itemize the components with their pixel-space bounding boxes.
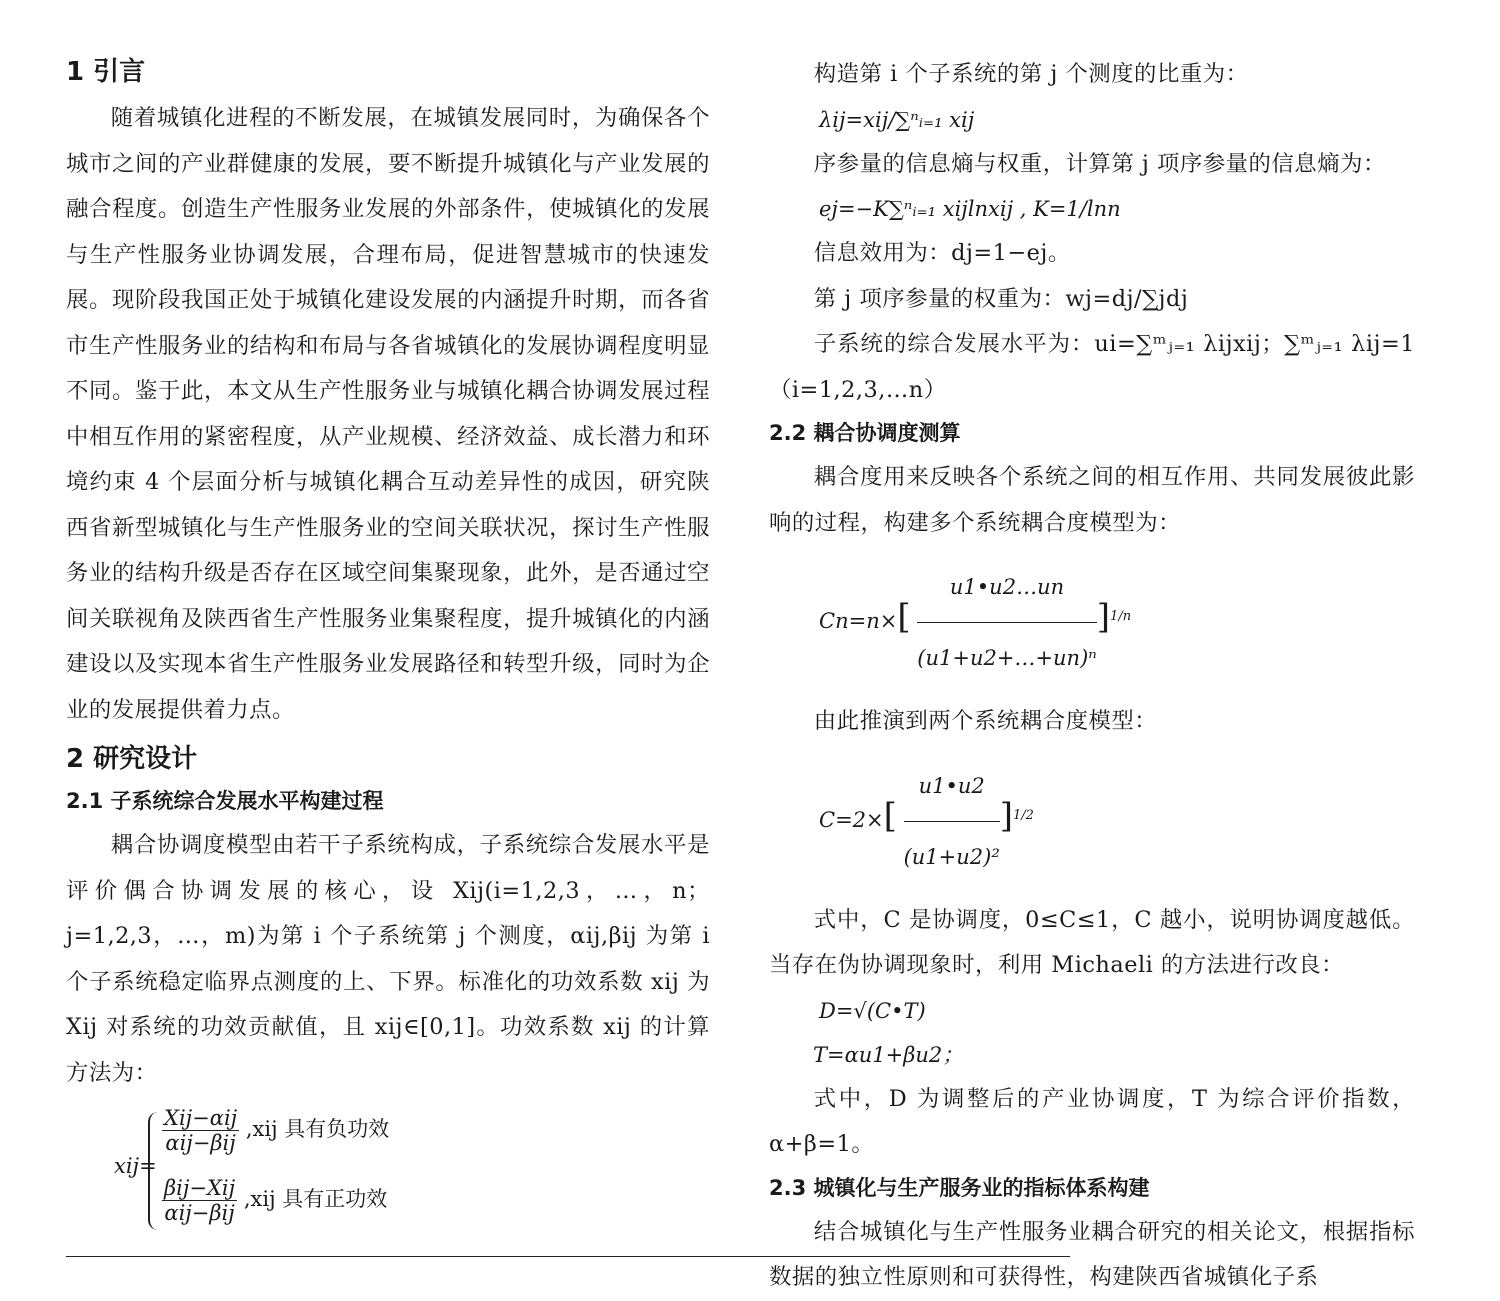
piecewise-condition: ,xij 具有正功效 [243,1187,388,1211]
piecewise-condition: ,xij 具有负功效 [245,1117,390,1141]
section-2-2-paragraph: 耦合度用来反映各个系统之间的相互作用、共同发展彼此影响的过程，构建多个系统耦合度模型为： [769,464,1415,536]
fraction-denominator: αij−βij [164,1201,235,1225]
proportion-formula: λij=xij/∑ⁿᵢ₌₁ xij [819,107,975,132]
piecewise-row-negative [162,1106,389,1155]
piecewise-formula [66,1102,710,1242]
section-2-1-title: 2.1 子系统综合发展水平构建过程 [66,789,384,813]
fraction-denominator: (u1+u2+…+un)ⁿ [917,646,1097,670]
right-column [769,52,1415,1301]
section-1-title: 1 引言 [66,57,146,87]
section-2-3-paragraph: 结合城镇化与生产性服务业耦合研究的相关论文，根据指标数据的独立性原则和可获得性，构建陕西省城镇化子系 [769,1218,1415,1290]
fraction-denominator: αij−βij [165,1131,236,1155]
fraction-numerator: u1•u2…un [917,552,1097,623]
definition-paragraph: 式中，D 为调整后的产业协调度，T 为综合评价指数，α+β=1。 [769,1085,1415,1157]
weight-intro: 构造第 i 个子系统的第 j 个测度的比重为： [813,61,1249,87]
section-1-paragraph: 随着城镇化进程的不断发展，在城镇发展同时，为确保各个城市之间的产业群健康的发展，要不断提升城镇化与产业发展的融合程度。创造生产性服务业发展的外部条件，使城镇化的发展与生产性服务业协调发展，合理布局，促进智慧城市的快速发展。现阶段我国正处于城镇化建设发展的内涵提升时期，而各省市生产性服务业的结构和布局与各省城镇化的发展协调程度明显不同。鉴于此，本文从生产性服务业与城镇化耦合协调发展过程中相互作用的紧密程度，从产业规模、经济效益、成长潜力和环境约束 4 个层面分析与城镇化耦合互动差异性的成因，研究陕西省新型城镇化与生产性服务业的空间关联状况，探讨生产性服务业的结构升级是否存在区域空间集聚现象，此外，是否通过空间关联视角及陕西省生产性服务业集聚程度，提升城镇化的内涵建设以及实现本省生产性服务业发展路径和转型升级，同时为企业的发展提供着力点。 [66,105,710,723]
fraction [904,751,1000,892]
brace-icon [148,1112,158,1230]
two-system-intro: 由此推演到两个系统耦合度模型： [813,708,1158,734]
footnote-divider [66,1256,1070,1257]
section-2-3-title: 2.3 城镇化与生产服务业的指标体系构建 [769,1175,1150,1200]
two-coupling-formula: C=2×[ $\frac{u1•u2}{\text{(u1+u2)²}}$ ]$^{1/2}$ [769,751,1415,892]
fraction-denominator: (u1+u2)² [903,844,1000,869]
fraction [917,552,1097,693]
fraction-numerator: u1•u2 [904,751,1000,822]
fraction-numerator: βij−Xij [164,1176,236,1200]
piecewise-row-positive [162,1176,387,1225]
formula-exponent: 1/n [1110,609,1132,624]
entropy-intro: 序参量的信息熵与权重，计算第 j 项序参量的信息熵为： [813,150,1386,177]
fraction [162,1176,237,1225]
fraction-numerator: Xij−αij [164,1106,238,1130]
fraction [162,1106,239,1155]
multi-coupling-formula: Cn=n×[ $\frac{u1•u2\dots un}{\text{(u1+u2+…+un)ⁿ}}$ ]$^{1/n}$ [769,552,1415,693]
utility-line: 信息效用为：dj=1−ej。 [813,240,1071,266]
section-2-1-paragraph: 耦合协调度模型由若干子系统构成，子系统综合发展水平是评价偶合协调发展的核心，设 Xij(i=1,2,3，…，n；j=1,2,3，…，m)为第 i 个子系统第 j 个测度，αij,βij 为第 i 个子系统稳定临界点测度的上、下界。标准化的功效系数 xij 为 Xij 对系统的功效贡献值，且 xij∈[0,1]。功效系数 xij 的计算方法为： [66,832,710,1086]
coordination-paragraph: 式中，C 是协调度，0≤C≤1，C 越小，说明协调度越低。当存在伪协调现象时，利用 Michaeli 的方法进行改良： [769,906,1415,978]
piecewise-lhs: xij= [114,1154,157,1178]
section-2-2-title: 2.2 耦合协调度测算 [769,421,961,445]
formula-lhs: Cn=n× [819,609,898,633]
left-column [66,52,710,1242]
entropy-formula: ej=−K∑ⁿᵢ₌₁ xijlnxij , K=1/lnn [819,197,1121,221]
section-2-title: 2 研究设计 [66,744,198,774]
composite-level-line: 子系统的综合发展水平为：ui=∑ᵐⱼ₌₁ λijxij；∑ᵐⱼ₌₁ λij=1（i=1,2,3,…n） [769,331,1415,403]
formula-exponent: 1/2 [1013,807,1034,823]
adjusted-coordination-formula: D=√(C•T) [819,998,926,1023]
composite-index-formula: T=αu1+βu2； [813,1042,964,1067]
formula-lhs: C=2× [819,807,884,832]
weight-line: 第 j 项序参量的权重为：wj=dj/∑jdj [813,285,1189,312]
